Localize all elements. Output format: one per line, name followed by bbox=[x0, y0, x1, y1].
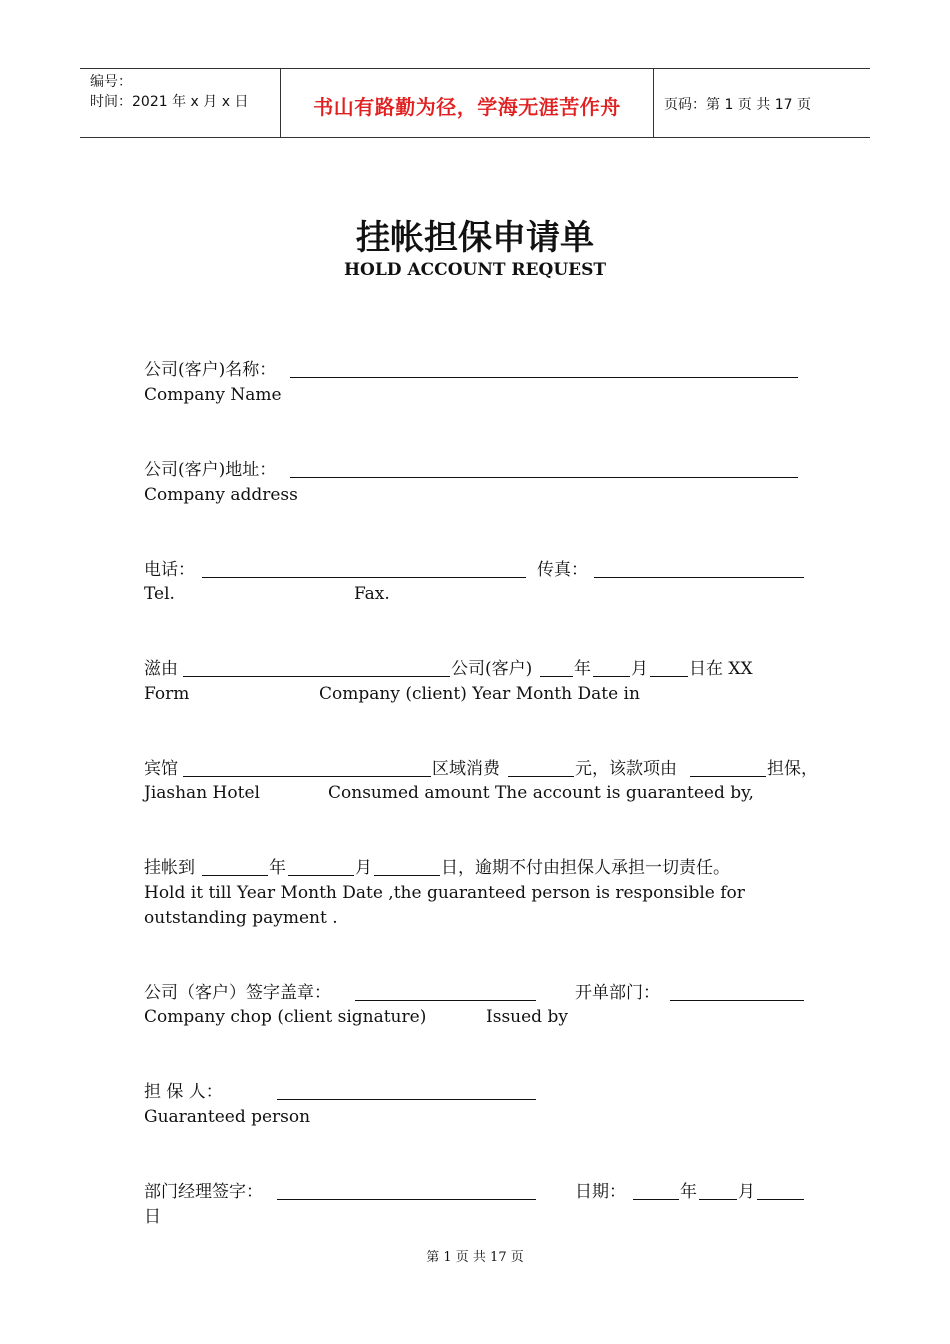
row6-text-b: 年 bbox=[269, 858, 286, 878]
row6-blank-month[interactable] bbox=[288, 875, 354, 876]
row4-text-c: 年 bbox=[574, 659, 591, 679]
row6-blank-day[interactable] bbox=[374, 875, 440, 876]
fax-label-en: Fax. bbox=[354, 584, 390, 604]
row4-text-b: 公司(客户) bbox=[451, 659, 533, 679]
document-subtitle: HOLD ACCOUNT REQUEST bbox=[343, 260, 607, 280]
row5-text-c: 元，该款项由 bbox=[575, 759, 677, 779]
row6-text-en-2: outstanding payment . bbox=[144, 908, 338, 928]
row4-text-d: 月 bbox=[631, 659, 648, 679]
guarantor-label-cn: 担 保 人： bbox=[144, 1082, 223, 1102]
page-footer: 第 1 页 共 17 页 bbox=[426, 1250, 524, 1265]
row4-blank-day[interactable] bbox=[650, 676, 688, 677]
row5-blank-guarantor[interactable] bbox=[690, 776, 766, 777]
tel-label-en: Tel. bbox=[144, 584, 175, 604]
row6-text-c: 月 bbox=[355, 858, 372, 878]
header-right-cell bbox=[654, 69, 870, 137]
row6-blank-year[interactable] bbox=[202, 875, 268, 876]
row5-text-en-2: Consumed amount The account is guaranteed by, bbox=[328, 783, 754, 803]
date-year-label: 年 bbox=[680, 1182, 697, 1202]
fax-field[interactable] bbox=[594, 577, 804, 578]
date-year-field[interactable] bbox=[633, 1199, 679, 1200]
company-name-label-cn: 公司(客户)名称： bbox=[144, 360, 277, 380]
date-day-label: 日 bbox=[144, 1207, 161, 1227]
document-date-label: 时间：2021 年 x 月 x 日 bbox=[90, 94, 249, 110]
guarantor-field[interactable] bbox=[277, 1099, 536, 1100]
row4-blank-1[interactable] bbox=[183, 676, 450, 677]
row4-text-a: 滋由 bbox=[144, 659, 178, 679]
date-label-cn: 日期： bbox=[575, 1182, 626, 1202]
company-address-label-en: Company address bbox=[144, 485, 298, 505]
chop-label-cn: 公司（客户）签字盖章： bbox=[144, 983, 331, 1003]
issued-label-en: Issued by bbox=[486, 1007, 568, 1027]
row4-text-en-1: Form bbox=[144, 684, 190, 704]
manager-label-cn: 部门经理签字： bbox=[144, 1182, 263, 1202]
header-middle-cell bbox=[281, 69, 654, 137]
company-name-field[interactable] bbox=[290, 377, 798, 378]
row5-blank-area[interactable] bbox=[183, 776, 431, 777]
chop-field[interactable] bbox=[355, 1000, 536, 1001]
row4-text-en-2: Company (client) Year Month Date in bbox=[319, 684, 640, 704]
document-number-label: 编号： bbox=[90, 74, 132, 90]
date-month-label: 月 bbox=[738, 1182, 755, 1202]
row5-text-en-1: Jiashan Hotel bbox=[144, 783, 260, 803]
company-address-label-cn: 公司(客户)地址： bbox=[144, 460, 277, 480]
company-address-field[interactable] bbox=[290, 477, 798, 478]
row4-blank-year[interactable] bbox=[540, 676, 573, 677]
manager-signature-field[interactable] bbox=[277, 1199, 536, 1200]
tel-label-cn: 电话： bbox=[144, 560, 195, 580]
row5-blank-amount[interactable] bbox=[508, 776, 574, 777]
fax-label-cn: 传真： bbox=[537, 560, 588, 580]
row6-text-a: 挂帐到 bbox=[144, 858, 195, 878]
date-month-field[interactable] bbox=[699, 1199, 737, 1200]
issued-label-cn: 开单部门： bbox=[575, 983, 660, 1003]
document-title: 挂帐担保申请单 bbox=[356, 218, 594, 258]
tel-field[interactable] bbox=[202, 577, 526, 578]
row4-text-e: 日在 XX bbox=[689, 659, 753, 679]
company-name-label-en: Company Name bbox=[144, 385, 282, 405]
chop-label-en: Company chop (client signature) bbox=[144, 1007, 427, 1027]
row4-blank-month[interactable] bbox=[593, 676, 630, 677]
header-page-info: 页码：第 1 页 共 17 页 bbox=[664, 97, 811, 113]
guarantor-label-en: Guaranteed person bbox=[144, 1107, 311, 1127]
row6-text-en-1: Hold it till Year Month Date ,the guaranteed person is responsible for bbox=[144, 883, 745, 903]
page-header bbox=[80, 68, 870, 138]
header-left-cell bbox=[80, 69, 281, 137]
issued-field[interactable] bbox=[670, 1000, 804, 1001]
header-motto: 书山有路勤为径，学海无涯苦作舟 bbox=[313, 95, 621, 119]
row6-text-d: 日，逾期不付由担保人承担一切责任。 bbox=[441, 858, 730, 878]
date-day-field[interactable] bbox=[757, 1199, 804, 1200]
row5-text-a: 宾馆 bbox=[144, 759, 178, 779]
row5-text-d: 担保， bbox=[767, 759, 818, 779]
row5-text-b: 区域消费 bbox=[432, 759, 500, 779]
